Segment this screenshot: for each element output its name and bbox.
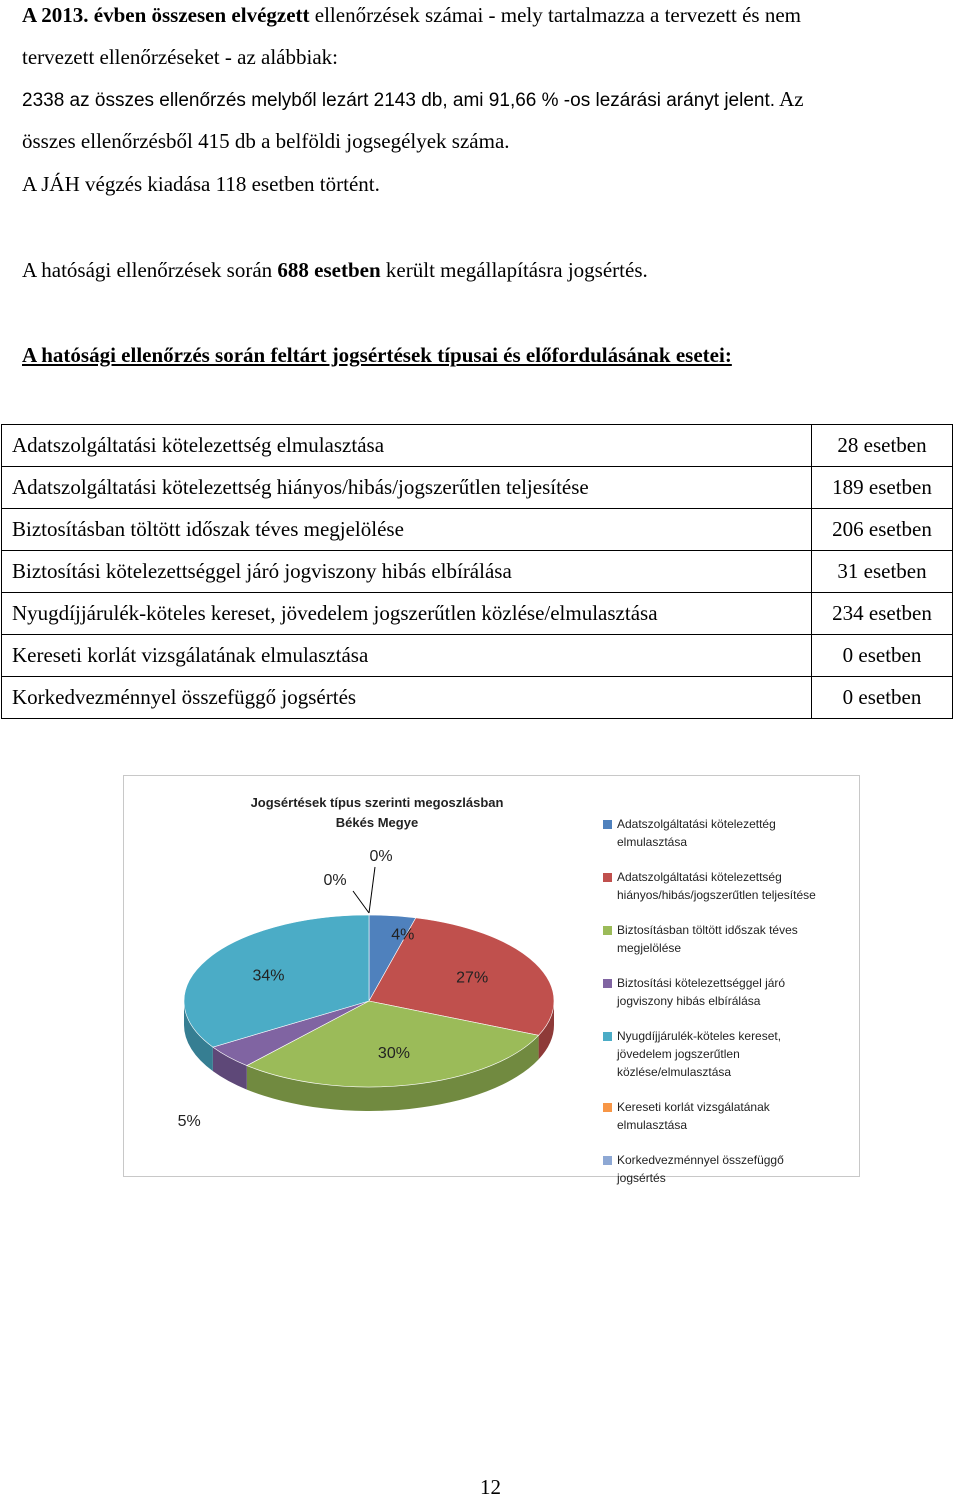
legend-swatch [603, 873, 612, 882]
violation-count-cell: 31 esetben [812, 551, 953, 593]
legend-label: elmulasztása [617, 835, 688, 849]
violation-type-cell: Nyugdíjjárulék-köteles kereset, jövedelem jogszerűtlen közlése/elmulasztása [2, 593, 812, 635]
intro-line-6 [22, 257, 648, 283]
legend-label: Nyugdíjjárulék-köteles kereset, [617, 1029, 782, 1043]
legend-label: jogviszony hibás elbírálása [617, 994, 761, 1008]
table-row [2, 509, 953, 551]
violation-count-cell: 0 esetben [812, 677, 953, 719]
table-row [2, 467, 953, 509]
violation-count-cell: 189 esetben [812, 467, 953, 509]
intro-count-bold: 688 esetben [277, 258, 381, 282]
legend-label: jövedelem jogszerűtlen [617, 1047, 740, 1061]
pie-data-label: 0% [369, 848, 393, 865]
violation-count-cell: 234 esetben [812, 593, 953, 635]
table-row [2, 677, 953, 719]
violation-type-cell: Korkedvezménnyel összefüggő jogsértés [2, 677, 812, 719]
legend-label: Biztosítási kötelezettséggel járó [617, 976, 786, 990]
intro-line-4: összes ellenőrzésből 415 db a belföldi jogsegélyek száma. [22, 129, 510, 153]
intro-year-bold: A 2013. évben összesen elvégzett [22, 3, 310, 27]
intro-line-3-rest: Az [775, 87, 804, 111]
violation-type-cell: Kereseti korlát vizsgálatának elmulasztása [2, 635, 812, 677]
intro-line-6-post: került megállapításra jogsértés. [380, 258, 648, 282]
chart-title-line-1: Jogsértések típus szerinti megoszlásban [250, 795, 504, 810]
pie-chart [123, 775, 860, 1185]
legend-swatch [603, 820, 612, 829]
violation-type-cell: Biztosítási kötelezettséggel járó jogviszony hibás elbírálása [2, 551, 812, 593]
violation-count-cell: 206 esetben [812, 509, 953, 551]
chart-title-line-2: Békés Megye [335, 815, 419, 830]
legend-swatch [603, 1103, 612, 1112]
pie-leader-lines [353, 867, 375, 913]
intro-line-1 [22, 2, 801, 28]
legend-label: hiányos/hibás/jogszerűtlen teljesítése [617, 888, 816, 902]
violation-type-cell: Biztosításban töltött időszak téves megjelölése [2, 509, 812, 551]
intro-line-6-pre: A hatósági ellenőrzések során [22, 258, 278, 282]
legend-label: jogsértés [617, 1171, 666, 1185]
chart-legend [603, 817, 816, 1185]
legend-label: Biztosításban töltött időszak téves [617, 923, 798, 937]
leader-line [353, 891, 369, 913]
violation-type-cell: Adatszolgáltatási kötelezettség hiányos/hibás/jogszerűtlen teljesítése [2, 467, 812, 509]
intro-line-3 [22, 86, 804, 114]
legend-swatch [603, 926, 612, 935]
violation-count-cell: 28 esetben [812, 425, 953, 467]
legend-label: elmulasztása [617, 1118, 688, 1132]
violation-type-cell: Adatszolgáltatási kötelezettség elmulasztása [2, 425, 812, 467]
table-row [2, 593, 953, 635]
pie-data-label: 0% [323, 872, 347, 889]
pie-data-label: 27% [456, 969, 489, 987]
intro-line-5: A JÁH végzés kiadása 118 esetben történt. [22, 172, 380, 196]
pie-chart-svg [124, 776, 859, 1185]
table-row [2, 425, 953, 467]
legend-label: Adatszolgáltatási kötelezettség [617, 870, 782, 884]
legend-label: Korkedvezménnyel összefüggő [617, 1153, 784, 1167]
violation-count-cell: 0 esetben [812, 635, 953, 677]
intro-line-1-rest: ellenőrzések számai - mely tartalmazza a tervezett és nem [309, 3, 802, 27]
violations-table [1, 424, 953, 719]
pie-slices [184, 915, 554, 1087]
legend-label: közlése/elmulasztása [617, 1065, 732, 1079]
legend-label: Kereseti korlát vizsgálatának [617, 1100, 770, 1114]
pie-data-label: 34% [252, 967, 285, 985]
page-number: 12 [480, 1475, 501, 1499]
legend-swatch [603, 979, 612, 988]
pie-data-label: 30% [377, 1045, 410, 1063]
intro-line-2: tervezett ellenőrzéseket - az alábbiak: [22, 45, 338, 69]
table-row [2, 551, 953, 593]
intro-stats-text: 2338 az összes ellenőrzés melyből lezárt 2143 db, ami 91,66 % -os lezárási arányt jelent. [22, 90, 776, 111]
pie-data-label: 4% [391, 926, 415, 944]
legend-label: Adatszolgáltatási kötelezettég [617, 817, 776, 831]
pie-data-label: 5% [177, 1112, 201, 1130]
table-row [2, 635, 953, 677]
legend-label: megjelölése [617, 941, 682, 955]
legend-swatch [603, 1032, 612, 1041]
section-heading: A hatósági ellenőrzés során feltárt jogsértések típusai és előfordulásának esetei: [22, 343, 732, 367]
leader-line [369, 867, 375, 913]
legend-swatch [603, 1156, 612, 1165]
